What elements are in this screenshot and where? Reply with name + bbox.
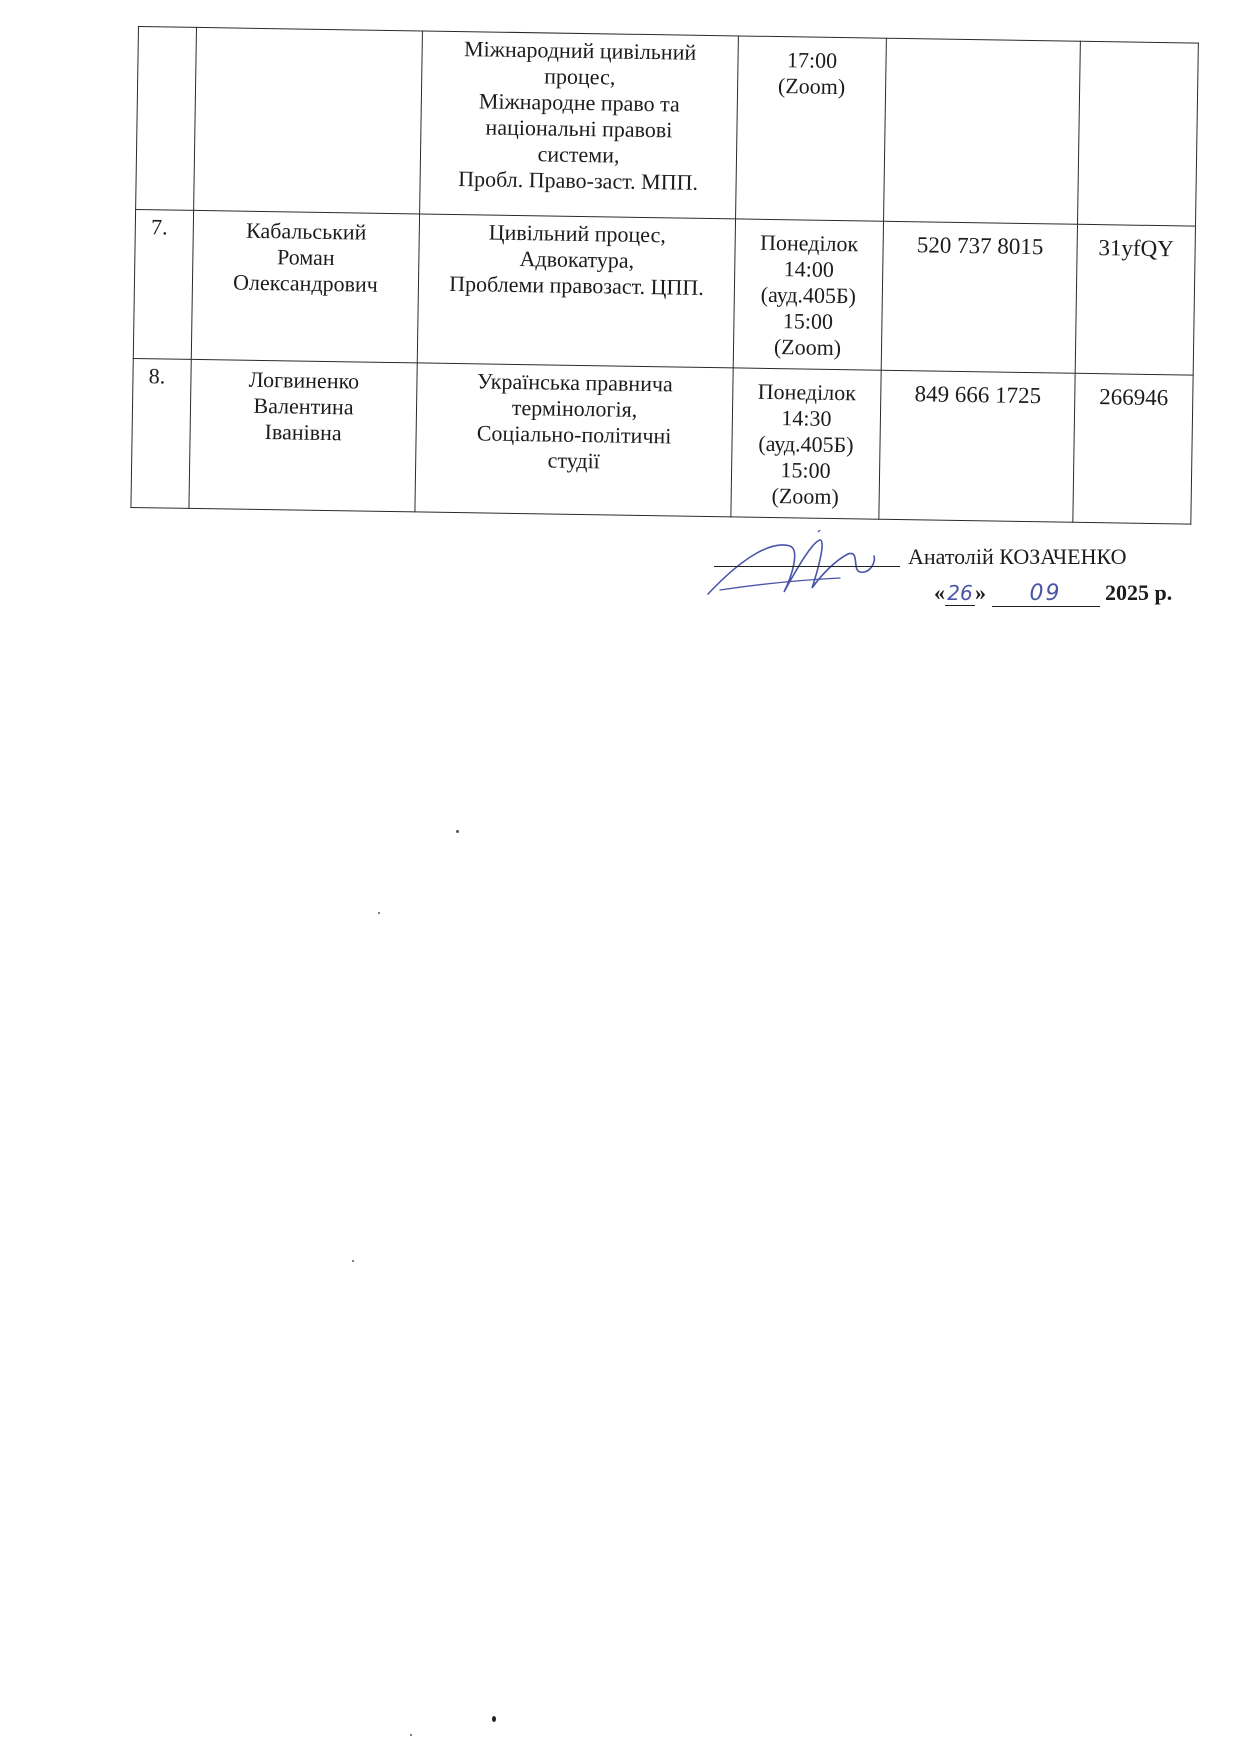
scan-speck bbox=[352, 1260, 354, 1262]
signer-name: Анатолій КОЗАЧЕНКО bbox=[908, 544, 1127, 569]
zoom-passcode: 31yfQY bbox=[1075, 224, 1195, 375]
subjects-cell: Цивільний процес, Адвокатура, Проблеми правозаст. ЦПП. bbox=[417, 214, 735, 368]
scan-speck bbox=[410, 1734, 412, 1736]
table-row bbox=[131, 358, 1193, 524]
zoom-id: 520 737 8015 bbox=[881, 221, 1077, 373]
schedule-table bbox=[130, 26, 1198, 525]
zoom-id: 849 666 1725 bbox=[879, 370, 1075, 522]
row-number: 8. bbox=[131, 358, 191, 508]
date-day: 26 bbox=[945, 581, 975, 606]
zoom-id bbox=[884, 38, 1081, 224]
teacher-name bbox=[194, 27, 423, 214]
row-number bbox=[136, 27, 197, 211]
subjects-cell: Українська правнича термінологія, Соціально-політичні студії bbox=[415, 363, 733, 517]
handwritten-signature bbox=[700, 530, 920, 610]
date-line bbox=[934, 580, 1172, 607]
teacher-name: Логвиненко Валентина Іванівна bbox=[189, 359, 417, 512]
table-row bbox=[133, 209, 1195, 375]
date-close-quote: » bbox=[975, 580, 986, 605]
consultation-time: Понеділок 14:30 (ауд.405Б) 15:00 (Zoom) bbox=[731, 368, 881, 519]
scan-speck bbox=[492, 1716, 496, 1722]
teacher-name: Кабальський Роман Олександрович bbox=[191, 210, 419, 363]
date-open-quote: « bbox=[934, 580, 945, 605]
scan-speck bbox=[456, 830, 459, 833]
table-row bbox=[136, 27, 1199, 227]
date-year: 2025 р. bbox=[1105, 580, 1173, 605]
date-month: 09 bbox=[992, 581, 1100, 607]
row-number: 7. bbox=[133, 209, 193, 359]
scan-speck bbox=[378, 912, 380, 914]
zoom-passcode: 266946 bbox=[1073, 373, 1193, 524]
zoom-passcode bbox=[1078, 41, 1199, 226]
consultation-time: Понеділок 14:00 (ауд.405Б) 15:00 (Zoom) bbox=[733, 219, 883, 370]
consultation-time: 17:00 (Zoom) bbox=[736, 36, 887, 221]
signature-line bbox=[714, 566, 900, 567]
subjects-cell: Міжнародний цивільний процес, Міжнародне право та національні правові системи, Пробл. Право-заст. МПП. bbox=[420, 31, 739, 219]
